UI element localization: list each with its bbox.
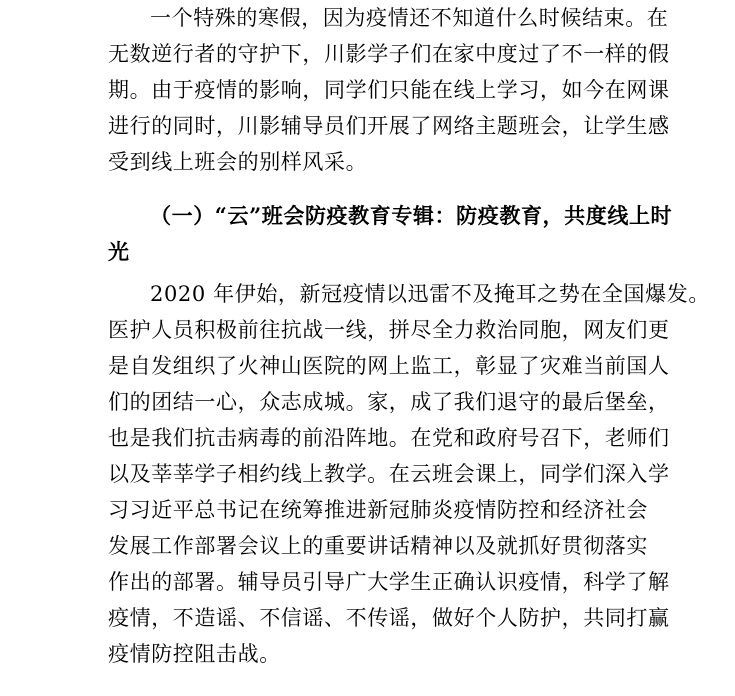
paragraph-1-line-4: 进行的同时，川影辅导员们开展了网络主题班会，让学生感 — [108, 114, 670, 138]
paragraph-1-line-2: 无数逆行者的守护下，川影学子们在家中度过了不一样的假 — [108, 42, 670, 66]
paragraph-2-line-1: 2020 年伊始，新冠疫情以迅雷不及掩耳之势在全国爆发。 — [150, 282, 710, 306]
paragraph-2-line-8: 发展工作部署会议上的重要讲话精神以及就抓好贯彻落实 — [108, 534, 648, 558]
paragraph-2-line-6: 以及莘莘学子相约线上教学。在云班会课上，同学们深入学 — [108, 462, 670, 486]
paragraph-1-line-1: 一个特殊的寒假，因为疫情还不知道什么时候结束。在 — [150, 6, 669, 30]
section-heading-line-2: 光 — [108, 239, 130, 264]
paragraph-2-line-3: 是自发组织了火神山医院的网上监工，彰显了灾难当前国人 — [108, 354, 670, 378]
paragraph-2-line-9: 作出的部署。辅导员引导广大学生正确认识疫情，科学了解 — [108, 570, 670, 594]
paragraph-2-line-2: 医护人员积极前往抗战一线，拼尽全力救治同胞，网友们更 — [108, 318, 670, 342]
paragraph-2-line-10: 疫情，不造谣、不信谣、不传谣，做好个人防护，共同打赢 — [108, 606, 670, 630]
paragraph-1-line-3: 期。由于疫情的影响，同学们只能在线上学习，如今在网课 — [108, 78, 670, 102]
paragraph-2-line-7: 习习近平总书记在统筹推进新冠肺炎疫情防控和经济社会 — [108, 498, 648, 522]
paragraph-2-line-4: 们的团结一心，众志成城。家，成了我们退守的最后堡垒， — [108, 390, 670, 414]
paragraph-1-line-5: 受到线上班会的别样风采。 — [108, 150, 368, 174]
paragraph-2-line-5: 也是我们抗击病毒的前沿阵地。在党和政府号召下，老师们 — [108, 426, 670, 450]
section-heading-line-1: （一）“云”班会防疫教育专辑：防疫教育，共度线上时 — [150, 203, 673, 228]
paragraph-2-line-11: 疫情防控阻击战。 — [108, 642, 281, 666]
